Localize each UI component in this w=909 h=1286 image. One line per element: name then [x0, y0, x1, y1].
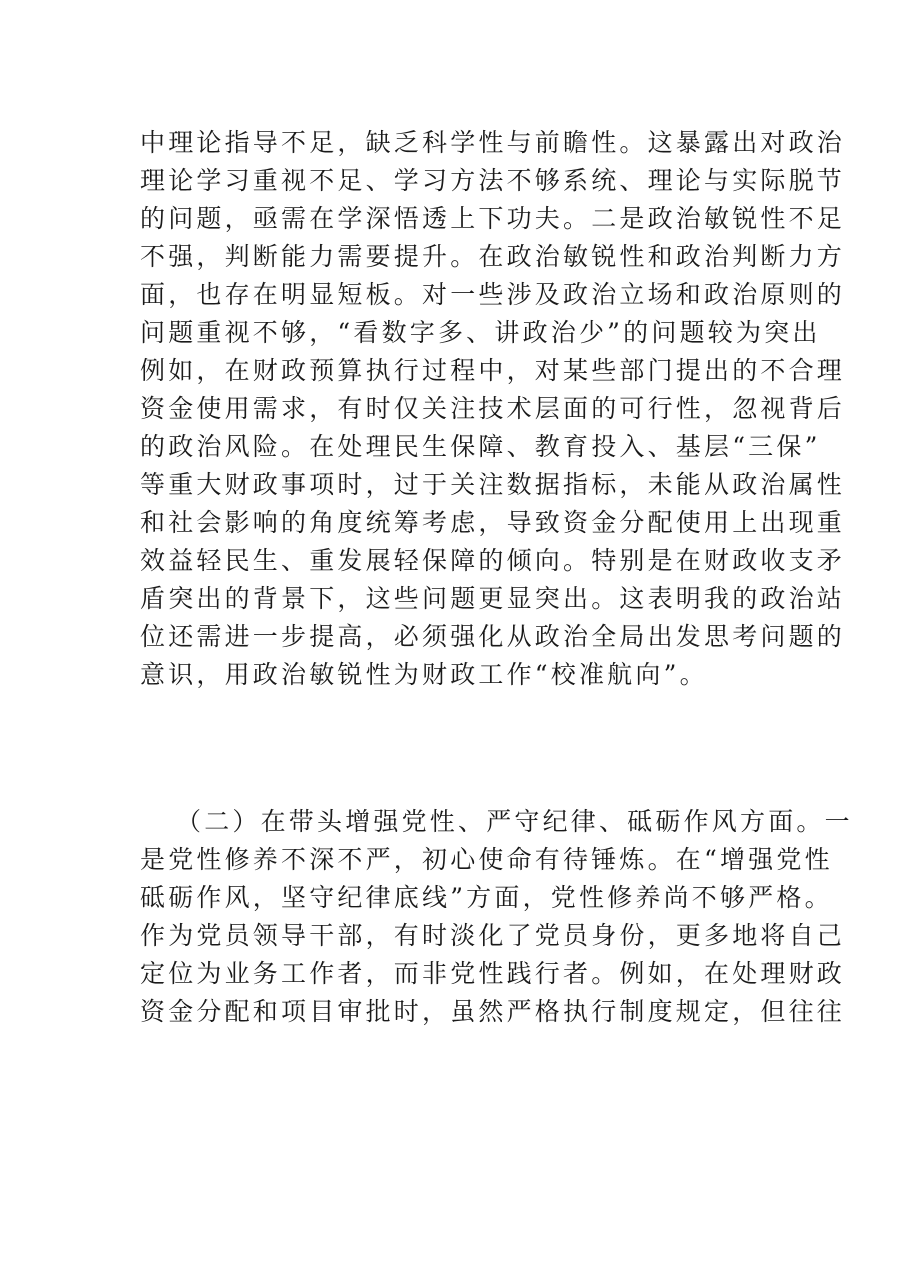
paragraph-line: 砥砺作风，坚守纪律底线”方面，党性修养尚不够严格。 — [140, 883, 833, 912]
paragraph-line: 意识，用政治敏锐性为财政工作“校准航向”。 — [140, 660, 708, 689]
paragraph-line: 等重大财政事项时，过于关注数据指标，未能从政治属性 — [140, 470, 846, 499]
paragraph-line: 中理论指导不足，缺乏科学性与前瞻性。这暴露出对政治 — [140, 128, 846, 157]
paragraph-line: 的问题，亟需在学深悟透上下功夫。二是政治敏锐性不足 — [140, 204, 846, 233]
paragraph-line: 资金使用需求，有时仅关注技术层面的可行性，忽视背后 — [140, 394, 846, 423]
paragraph-line: 面，也存在明显短板。对一些涉及政治立场和政治原则的 — [140, 280, 846, 309]
paragraph-line: 效益轻民生、重发展轻保障的倾向。特别是在财政收支矛 — [140, 546, 846, 575]
paragraph-line: 和社会影响的角度统筹考虑，导致资金分配使用上出现重 — [140, 508, 846, 537]
paragraph-line: 是党性修养不深不严，初心使命有待锤炼。在“增强党性 — [140, 845, 833, 874]
paragraph-line: 例如，在财政预算执行过程中，对某些部门提出的不合理 — [140, 356, 846, 385]
paragraph-political-sensitivity — [140, 124, 846, 694]
paragraph-line: 问题重视不够，“看数字多、讲政治少”的问题较为突出 — [140, 318, 821, 347]
paragraph-line: 定位为业务工作者，而非党性践行者。例如，在处理财政 — [140, 959, 846, 988]
paragraph-line: 位还需进一步提高，必须强化从政治全局出发思考问题的 — [140, 622, 846, 651]
paragraph-line: 资金分配和项目审批时，虽然严格执行制度规定，但往往 — [140, 997, 846, 1026]
paragraph-line: 作为党员领导干部，有时淡化了党员身份，更多地将自己 — [140, 921, 846, 950]
paragraph-line: 不强，判断能力需要提升。在政治敏锐性和政治判断力方 — [140, 242, 846, 271]
paragraph-line: 理论学习重视不足、学习方法不够系统、理论与实际脱节 — [140, 166, 846, 195]
paragraph-line: 的政治风险。在处理民生保障、教育投入、基层“三保” — [140, 432, 821, 461]
paragraph-line: 盾突出的背景下，这些问题更显突出。这表明我的政治站 — [140, 584, 846, 613]
paragraph-party-spirit — [140, 803, 853, 1031]
section-heading-line: （二）在带头增强党性、严守纪律、砥砺作风方面。一 — [176, 807, 853, 836]
